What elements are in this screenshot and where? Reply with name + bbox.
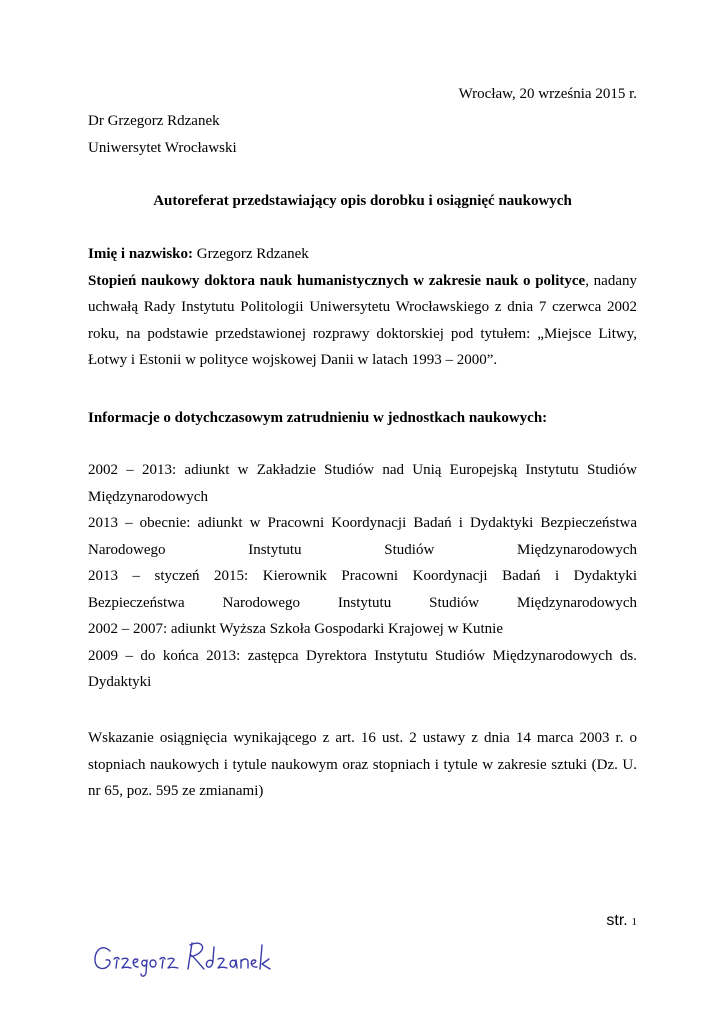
- degree-text: , nadany uchwałą Rady Instytutu Politologii Uniwersytetu Wrocławskiego z dnia 7 czerwca 2002 roku, na podstawie przedstawionej rozprawy doktorskiej pod tytułem: „Miejsce Litwy, Łotwy i Estonii w polityce wojskowej Danii w latach 1993 – 2000”.: [88, 272, 637, 368]
- employment-entry: 2009 – do końca 2013: zastępca Dyrektora Instytutu Studiów Międzynarodowych ds. Dydaktyki: [88, 647, 637, 690]
- degree-paragraph: [88, 268, 637, 374]
- author-affiliation: Uniwersytet Wrocławski: [88, 140, 237, 156]
- page-number-value: 1: [631, 916, 637, 928]
- name-label: Imię i nazwisko:: [88, 246, 193, 262]
- author-name: Dr Grzegorz Rdzanek: [88, 113, 220, 129]
- employment-entry: 2013 – styczeń 2015: Kierownik Pracowni Koordynacji Badań i Dydaktyki Bezpieczeństwa Narodowego Instytutu Studiów Międzynarodowych: [88, 568, 637, 611]
- employment-entry: 2002 – 2007: adiunkt Wyższa Szkoła Gospodarki Krajowej w Kutnie: [88, 621, 503, 637]
- page-number: [606, 912, 637, 930]
- employment-list: [88, 457, 637, 696]
- handwritten-signature: [92, 935, 302, 992]
- page-label: str.: [606, 912, 628, 929]
- document-title: Autoreferat przedstawiający opis dorobku i osiągnięć naukowych: [153, 193, 572, 209]
- name-value: Grzegorz Rdzanek: [193, 246, 309, 262]
- degree-label: Stopień naukowy doktora nauk humanistycznych w zakresie nauk o polityce: [88, 272, 586, 289]
- personal-info: [88, 241, 637, 374]
- employment-entry: 2013 – obecnie: adiunkt w Pracowni Koordynacji Badań i Dydaktyki Bezpieczeństwa Narodowego Instytutu Studiów Międzynarodowych: [88, 515, 637, 558]
- name-line: [88, 241, 637, 268]
- place-date: Wrocław, 20 września 2015 r.: [458, 86, 637, 102]
- achievement-paragraph: Wskazanie osiągnięcia wynikającego z art. 16 ust. 2 ustawy z dnia 14 marca 2003 r. o stopniach naukowych i tytule naukowym oraz stopniach i tytule w zakresie sztuki (Dz. U. nr 65, poz. 595 ze zmianami): [88, 730, 637, 799]
- employment-entry: 2002 – 2013: adiunkt w Zakładzie Studiów nad Unią Europejską Instytutu Studiów Międzynarodowych: [88, 462, 637, 505]
- employment-heading: Informacje o dotychczasowym zatrudnieniu w jednostkach naukowych:: [88, 410, 548, 426]
- signature-image: [92, 935, 302, 987]
